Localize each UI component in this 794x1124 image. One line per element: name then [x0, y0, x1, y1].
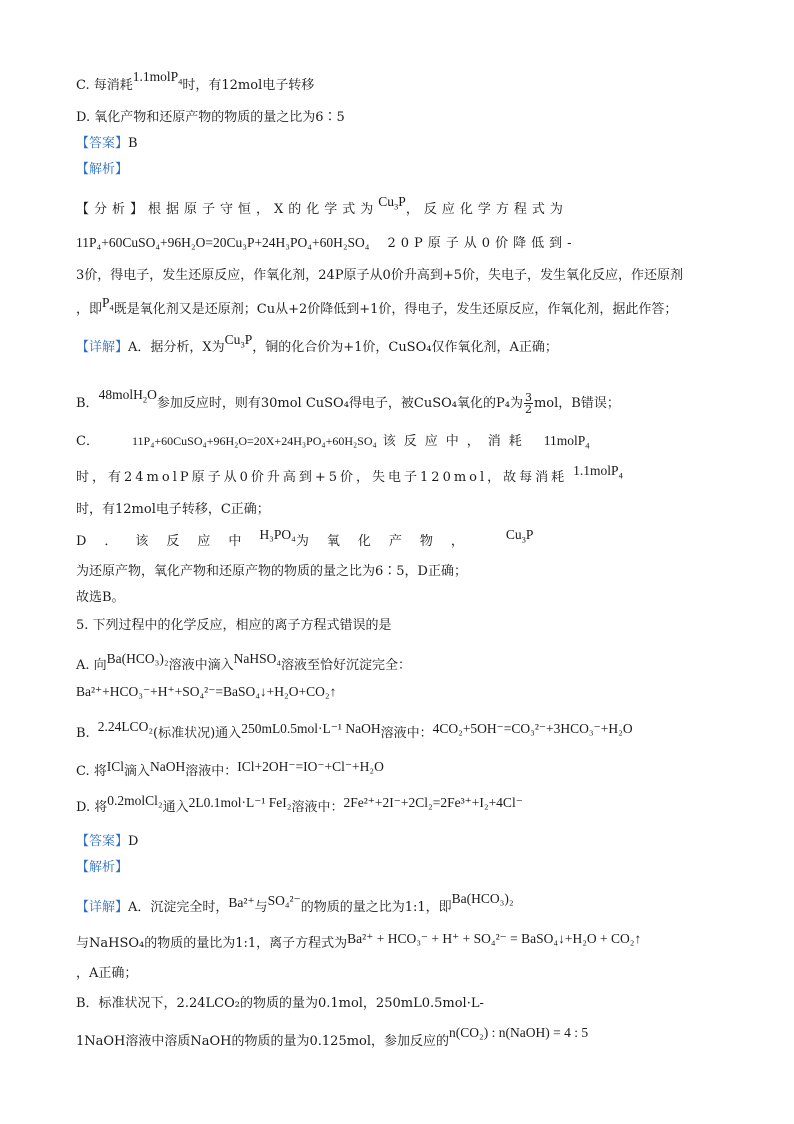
q4-analysis-p3: 3价，得电子，发生还原反应，作氧化剂，24P原子从0价升高到+5价，失电子，发生氧化反应，作还原剂 [76, 268, 683, 283]
q4-detail-c2: 时，有24molP原子从0价升高到+5价，失电子120mol，故每消耗 1.1molP$_4$ [76, 463, 623, 485]
q4-option-d: D. 氧化产物和还原产物的物质的量之比为6∶5 [76, 110, 345, 125]
q5-option-b: B. 2.24LCO₂(标准状况)通入250mL0.5mol·L⁻¹ NaOH溶液中：4CO₂+5OH⁻=CO₃²⁻+3HCO₃⁻+H₂O [76, 719, 633, 741]
q5-option-c: C. 将ICl滴入NaOH溶液中：ICl+2OH⁻=IO⁻+Cl⁻+H₂O [76, 759, 384, 779]
q5-detail-a3: ，A正确； [76, 966, 138, 981]
q4-detail-b: B．48molH$_2$O参加反应时，则有30mol CuSO₄得电子，被CuSO₄氧化的P₄为 $\frac{3}{2}$ mol，B错误； [76, 387, 620, 416]
q4-detail-a: 【详解】A．据分析，X为$Cu_3P$，铜的化合价为+1价，CuSO₄仅作氧化剂，A正确； [76, 332, 558, 355]
q4-analysis-p4: ，即$P_4$既是氧化剂又是还原剂；Cu从+2价降低到+1价，得电子，发生还原反应，作氧化剂，据此作答； [76, 295, 678, 317]
formula: 1.1molP$_4$ [132, 69, 183, 87]
q4-detail-d: D．该反应中H₃PO₄为氧化产物， $Cu_3P$ [76, 527, 534, 549]
q4-analysis-label: 【解析】 [76, 162, 129, 177]
q4-option-c: C. 每消耗1.1molP$_4$时，有12mol电子转移 [76, 69, 315, 93]
q5-analysis-label: 【解析】 [76, 860, 129, 875]
q4-analysis-p2: 11P₄+60CuSO₄+96H₂O=20Cu₃P+24H₃PO₄+60H₂SO₄ 20P原子从0价降低到- [76, 235, 577, 251]
q5-option-a: A. 向Ba(HCO₃)₂溶液中滴入NaHSO₄溶液至恰好沉淀完全： [76, 651, 412, 673]
q5-detail-b: B．标准状况下，2.24LCO₂的物质的量为0.1mol，250mL0.5mol·L- [76, 996, 484, 1011]
q5-detail-b2: 1NaOH溶液中溶质NaOH的物质的量为0.125mol，参加反应的n(CO₂) : n(NaOH) = 4 : 5 [76, 1025, 589, 1049]
q5-detail-a2: 与NaHSO₄的物质的量比为1:1，离子方程式为Ba²⁺ + HCO₃⁻ + H⁺ + SO₄²⁻ = BaSO₄↓+H₂O + CO₂↑ [76, 931, 642, 951]
q4-answer: 【答案】B [76, 136, 138, 151]
q5-option-a-equation: Ba²⁺+HCO₃⁻+H⁺+SO₄²⁻=BaSO₄↓+H₂O+CO₂↑ [76, 684, 337, 699]
q5-stem: 5. 下列过程中的化学反应，相应的离子方程式错误的是 [76, 618, 392, 633]
q4-conclusion: 故选B。 [76, 590, 125, 605]
fraction: $\frac{3}{2}$ [524, 391, 532, 416]
q5-option-d: D. 将0.2molCl₂通入2L0.1mol·L⁻¹ FeI₂溶液中：2Fe²⁺+2I⁻+2Cl₂=2Fe³⁺+I₂+4Cl⁻ [76, 793, 523, 815]
q4-analysis-p1: 【分析】根据原子守恒，X的化学式为$Cu_3P$，反应化学方程式为 [76, 194, 568, 217]
q5-detail-a: 【详解】A．沉淀完全时，Ba²⁺与SO₄²⁻的物质的量之比为1:1，即Ba(HCO₃)₂ [76, 891, 514, 915]
q4-detail-c: C． 11P₄+60CuSO₄+96H₂O=20X+24H₃PO₄+60H₂SO₄ 该反应中，消耗 11molP$_4$ [76, 433, 590, 451]
q4-detail-d2: 为还原产物，氧化产物和还原产物的物质的量之比为6∶5，D正确； [76, 564, 467, 579]
q4-detail-c3: 时，有12mol电子转移，C正确； [76, 502, 270, 517]
q5-answer: 【答案】D [76, 834, 139, 849]
